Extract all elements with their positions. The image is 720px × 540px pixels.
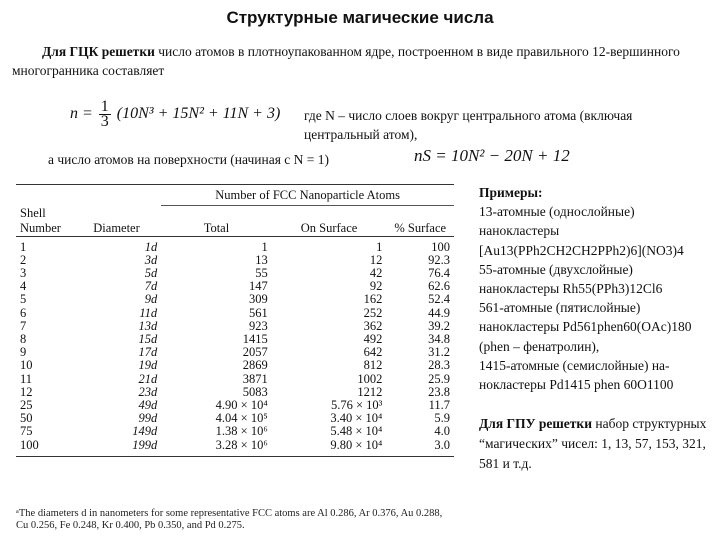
intro-paragraph: [12, 42, 712, 80]
cell-surface: 252: [363, 305, 383, 320]
cell-total: 2057: [242, 345, 268, 360]
example-line: нокластеры Pd1415 phen 60O1100: [479, 377, 674, 393]
cell-surface: 42: [369, 265, 383, 280]
cell-shell: 7: [20, 318, 27, 333]
cell-pct: 23.8: [428, 384, 450, 399]
formula-n-den: 3: [100, 113, 109, 130]
examples-heading: Примеры:: [479, 185, 543, 200]
cell-total: 5083: [242, 384, 268, 399]
cell-shell: 50: [20, 411, 33, 426]
cell-pct: 100: [431, 239, 450, 254]
cell-diameter: 23d: [138, 384, 158, 399]
table-row: [16, 320, 454, 333]
fcc-table-body: [16, 236, 454, 456]
col-total: Total: [161, 206, 272, 237]
cell-diameter: 5d: [144, 265, 158, 280]
intro-text: число атомов в плотноупакованном ядре, построенном в виде правильного 12-вершинного многогранника составляет: [12, 44, 680, 78]
cell-shell: 6: [20, 305, 27, 320]
cell-total: 923: [248, 318, 268, 333]
cell-pct: 39.2: [428, 318, 450, 333]
hcp-bold: Для ГПУ решетки: [479, 416, 592, 431]
example-line: [Au13(PPh2CH2CH2PPh2)6](NO3)4: [479, 242, 684, 258]
cell-surface: 5.48 × 10⁴: [330, 424, 383, 439]
cell-diameter: 15d: [138, 331, 158, 346]
table-row: [16, 236, 454, 254]
cell-surface: 1002: [357, 371, 383, 386]
cell-pct: 31.2: [428, 345, 450, 360]
example-line: (phen – фенатролин),: [479, 338, 600, 354]
formula-n-lhs: n =: [70, 105, 93, 123]
example-line: 561-атомные (пятислойные): [479, 300, 641, 316]
table-row: [16, 293, 454, 306]
formula-n-num: 1: [100, 98, 109, 115]
cell-diameter: 13d: [138, 318, 158, 333]
example-line: 1415-атомные (семислойные) на-: [479, 357, 670, 373]
cell-surface: 362: [363, 318, 383, 333]
cell-total: 4.90 × 10⁴: [215, 397, 268, 412]
formula-n-body: (10N³ + 15N² + 11N + 3): [116, 105, 281, 123]
where-text: где N – число слоев вокруг центрального атома (включая центральный атом),: [304, 108, 633, 142]
cell-diameter: 1d: [144, 239, 158, 254]
cell-pct: 92.3: [428, 252, 450, 267]
cell-total: 147: [248, 279, 268, 294]
cell-pct: 11.7: [428, 397, 450, 412]
cell-surface: 812: [363, 358, 383, 373]
cell-total: 13: [255, 252, 268, 267]
cell-total: 1: [261, 239, 268, 254]
hcp-text: набор структурных “магических” чисел: 1, 13, 57, 153, 321, 581 и т.д.: [479, 416, 707, 471]
table-footnote: ᵃThe diameters d in nanometers for some representative FCC atoms are Al 0.286, Ar 0.376, Au 0.288, Cu 0.256, Fe 0.248, Kr 0.400, Pb 0.350, and Pd 0.275.: [16, 508, 443, 531]
cell-total: 309: [248, 292, 268, 307]
group-header: Number of FCC Nanoparticle Atoms: [161, 185, 454, 206]
cell-shell: 75: [20, 424, 33, 439]
table-row: [16, 346, 454, 359]
hcp-paragraph: [479, 414, 711, 474]
formula-n-fraction: [99, 100, 111, 129]
cell-pct: 4.0: [434, 424, 450, 439]
formula-ns: nS = 10N² − 20N + 12: [414, 146, 570, 165]
cell-shell: 2: [20, 252, 27, 267]
col-shell-top: [16, 185, 72, 206]
cell-diameter: 7d: [144, 279, 158, 294]
cell-diameter: 3d: [144, 252, 158, 267]
cell-pct: 34.8: [428, 331, 450, 346]
cell-diameter: 17d: [138, 345, 158, 360]
cell-shell: 25: [20, 397, 33, 412]
cell-pct: 76.4: [428, 265, 450, 280]
table-row: [16, 254, 454, 267]
cell-surface: 1: [376, 239, 383, 254]
table-row: [16, 307, 454, 320]
cell-total: 2869: [242, 358, 268, 373]
table-row: [16, 373, 454, 386]
table-row: [16, 439, 454, 457]
cell-shell: 4: [20, 279, 27, 294]
cell-diameter: 49d: [138, 397, 158, 412]
example-line: нанокластеры Pd561phen60(OAc)180: [479, 319, 692, 335]
cell-shell: 100: [16, 439, 72, 457]
cell-diameter: 11d: [139, 305, 158, 320]
cell-total: 55: [255, 265, 268, 280]
col-shell: Shell Number: [16, 206, 72, 237]
cell-pct: 52.4: [428, 292, 450, 307]
cell-surface: 492: [363, 331, 383, 346]
cell-pct: 25.9: [428, 371, 450, 386]
cell-shell: 12: [20, 384, 33, 399]
fcc-table: [16, 184, 454, 457]
cell-shell: 1: [20, 239, 27, 254]
cell-surface: 162: [363, 292, 383, 307]
example-line: нанокластеры: [479, 223, 560, 239]
table-row: [16, 333, 454, 346]
cell-shell: 8: [20, 331, 27, 346]
cell-pct: 62.6: [428, 279, 450, 294]
cell-total: 1.38 × 10⁶: [215, 424, 268, 439]
cell-surface: 92: [369, 279, 383, 294]
cell-total: 4.04 × 10⁵: [215, 411, 268, 426]
cell-total: 561: [248, 305, 268, 320]
cell-pct: 44.9: [428, 305, 450, 320]
intro-bold: Для ГЦК решетки: [42, 44, 155, 59]
cell-diameter: 9d: [144, 292, 158, 307]
col-diameter: Diameter: [72, 206, 161, 237]
cell-shell: 10: [20, 358, 33, 373]
cell-pct: 28.3: [428, 358, 450, 373]
cell-total: 3871: [242, 371, 268, 386]
table-row: [16, 425, 454, 438]
page-title: Структурные магические числа: [226, 8, 494, 27]
example-line: 55-атомные (двухслойные): [479, 261, 633, 277]
cell-pct: 3.0: [386, 439, 454, 457]
col-surface: On Surface: [272, 206, 387, 237]
example-line: 13-атомные (однослойные): [479, 204, 635, 220]
table-row: [16, 386, 454, 399]
cell-shell: 3: [20, 265, 27, 280]
cell-diameter: 21d: [138, 371, 158, 386]
surface-text: а число атомов на поверхности (начиная с N = 1): [48, 152, 330, 167]
cell-shell: 11: [20, 371, 33, 386]
cell-shell: 5: [20, 292, 27, 307]
cell-surface: 12: [369, 252, 383, 267]
cell-diameter: 99d: [138, 411, 158, 426]
examples-block: [479, 183, 711, 394]
formula-n: [70, 100, 280, 129]
examples-lines: [479, 202, 711, 394]
table-row: [16, 280, 454, 293]
cell-diameter: 19d: [138, 358, 158, 373]
cell-surface: 9.80 × 10⁴: [272, 439, 387, 457]
cell-diameter: 199d: [72, 439, 161, 457]
cell-surface: 3.40 × 10⁴: [330, 411, 383, 426]
cell-shell: 9: [20, 345, 27, 360]
cell-surface: 642: [363, 345, 383, 360]
cell-pct: 5.9: [434, 411, 450, 426]
table-row: [16, 267, 454, 280]
cell-diameter: 149d: [132, 424, 158, 439]
table-row: [16, 359, 454, 372]
col-pct: % Surface: [386, 206, 454, 237]
cell-total: 3.28 × 10⁶: [161, 439, 272, 457]
cell-total: 1415: [242, 331, 268, 346]
example-line: нанокластеры Rh55(PPh3)12Cl6: [479, 281, 663, 297]
cell-surface: 1212: [357, 384, 383, 399]
cell-surface: 5.76 × 10³: [330, 397, 383, 412]
